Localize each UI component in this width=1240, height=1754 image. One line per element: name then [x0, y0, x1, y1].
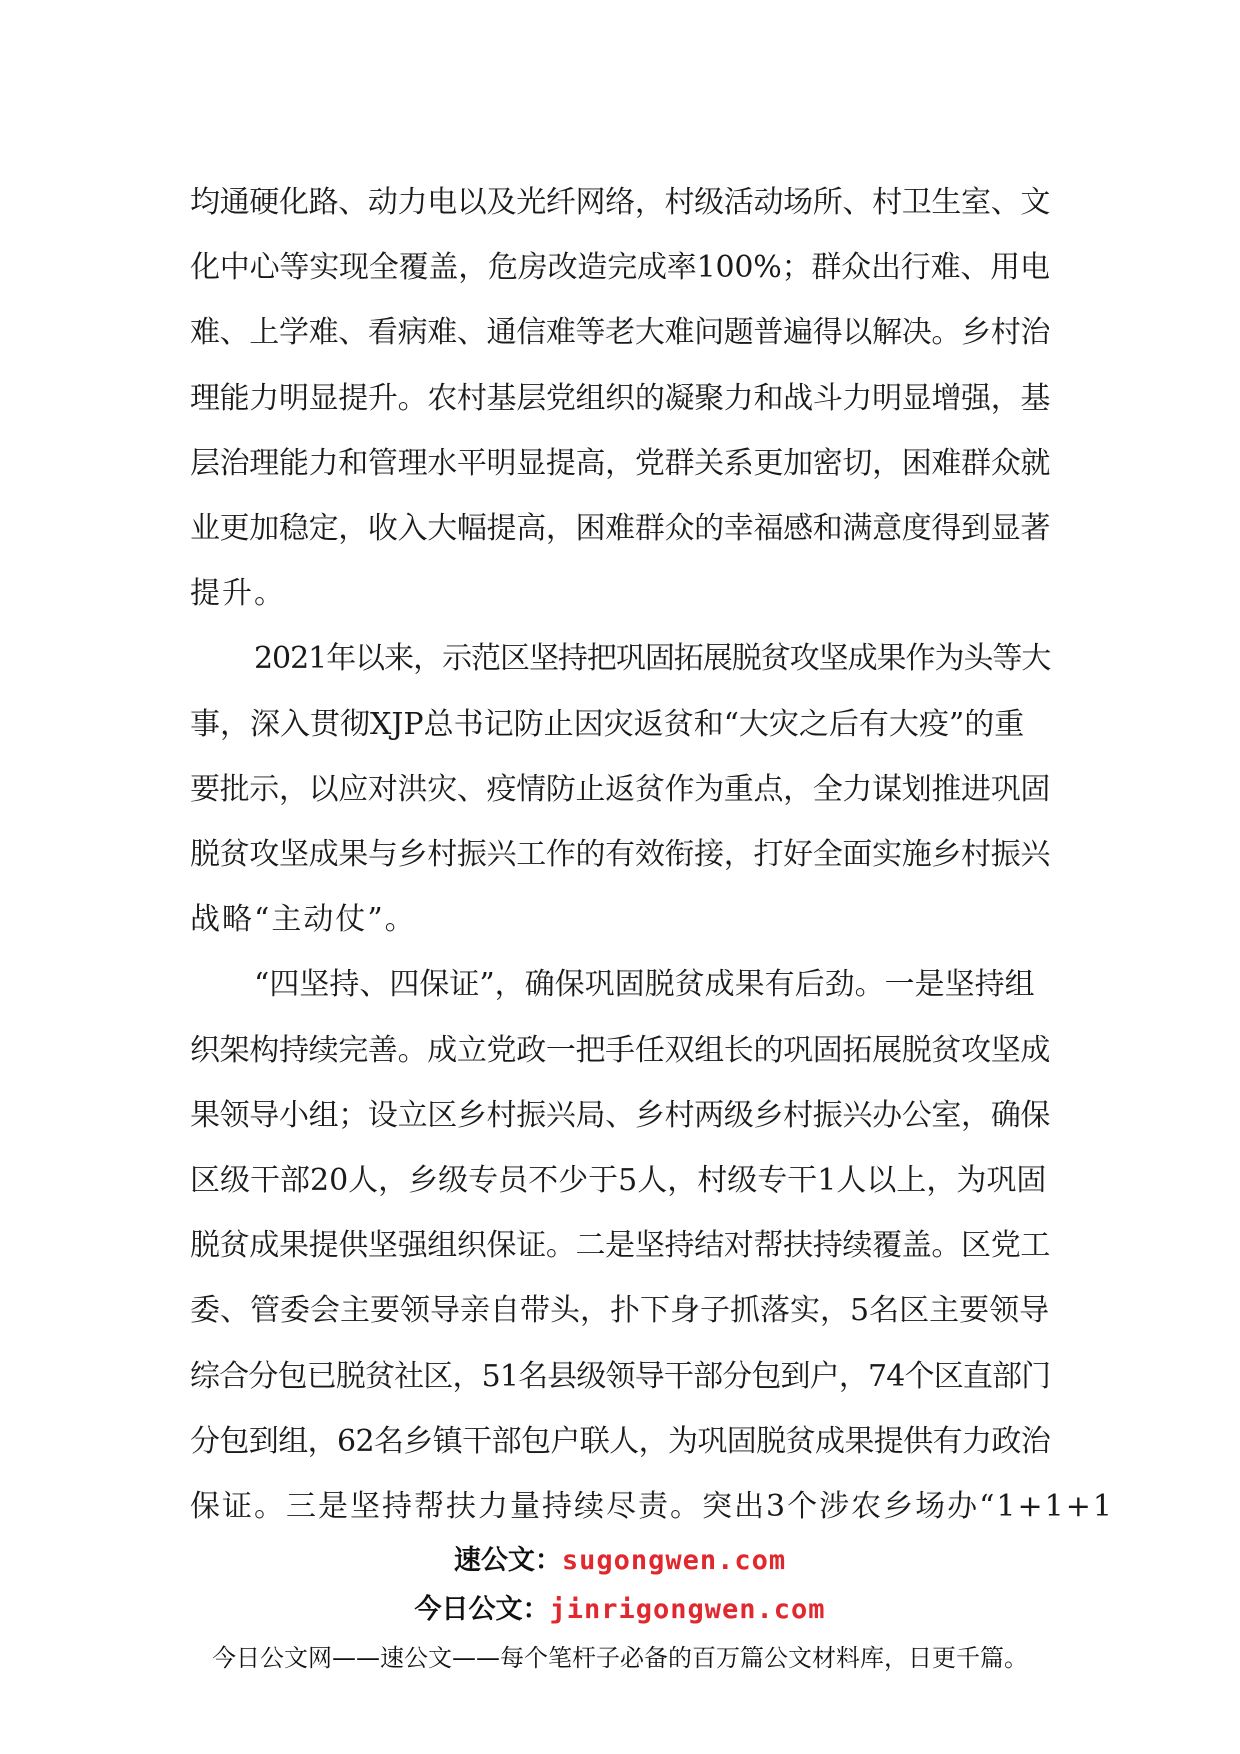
text-line: 果领导小组；设立区乡村振兴局、乡村两级乡村振兴办公室，确保 — [190, 1097, 1050, 1133]
paragraph-infrastructure-results — [190, 170, 1050, 626]
text-line: 脱贫攻坚成果与乡村振兴工作的有效衔接，打好全面实施乡村振兴 — [190, 837, 1050, 873]
footer-sugongwen-link[interactable]: sugongwen.com — [561, 1545, 787, 1576]
footer-tagline: 今日公文网——速公文——每个笔杆子必备的百万篇公文材料库，日更千篇。 — [212, 1644, 1028, 1672]
text-line: 分包到组，62名乡镇干部包户联人，为巩固脱贫成果提供有力政治 — [190, 1423, 1051, 1459]
text-line: 委、管委会主要领导亲自带头，扑下身子抓落实，5名区主要领导 — [190, 1293, 1050, 1329]
text-line: “四坚持、四保证”，确保巩固脱贫成果有后劲。一是坚持组 — [254, 967, 1035, 1003]
text-line: 化中心等实现全覆盖，危房改造完成率100%；群众出行难、用电 — [190, 250, 1050, 286]
text-line: 业更加稳定，收入大幅提高，困难群众的幸福感和满意度得到显著 — [190, 511, 1050, 547]
text-line: 综合分包已脱贫社区，51名县级领导干部分包到户，74个区直部门 — [190, 1358, 1051, 1394]
text-line: 织架构持续完善。成立党政一把手任双组长的巩固拓展脱贫攻坚成 — [190, 1032, 1050, 1068]
text-line: 难、上学难、看病难、通信难等老大难问题普遍得以解决。乡村治 — [190, 315, 1050, 351]
paragraph-since-2021 — [190, 626, 1050, 952]
text-line: 脱贫成果提供坚强组织保证。二是坚持结对帮扶持续覆盖。区党工 — [190, 1228, 1050, 1264]
text-line: 战略“主动仗”。 — [190, 902, 417, 938]
document-body — [190, 170, 1114, 1539]
footer-jinrigongwen — [0, 1587, 1240, 1626]
text-line: 2021年以来，示范区坚持把巩固拓展脱贫攻坚成果作为头等大 — [254, 641, 1051, 677]
text-line: 均通硬化路、动力电以及光纤网络，村级活动场所、村卫生室、文 — [190, 185, 1050, 220]
text-line: 要批示，以应对洪灾、疫情防止返贫作为重点，全力谋划推进巩固 — [190, 771, 1050, 807]
text-line: 层治理能力和管理水平明显提高，党群关系更加密切，困难群众就 — [190, 445, 1050, 481]
text-line: 区级干部20人，乡级专员不少于5人，村级专干1人以上，为巩固 — [190, 1163, 1047, 1199]
text-line: 保证。三是坚持帮扶力量持续尽责。突出3个涉农乡场办“1+1+1 — [190, 1489, 1114, 1525]
text-line: 提升。 — [190, 576, 286, 612]
footer-brand-label: 速公文： — [453, 1545, 562, 1576]
footer-brand-label: 今日公文： — [414, 1594, 550, 1625]
text-line: 事，深入贯彻XJP总书记防止因灾返贫和“大灾之后有大疫”的重 — [190, 706, 1025, 742]
footer-jinrigongwen-link[interactable]: jinrigongwen.com — [549, 1594, 826, 1625]
paragraph-four-persistences — [190, 952, 1114, 1539]
footer-sugongwen — [0, 1538, 1240, 1577]
text-line: 理能力明显提升。农村基层党组织的凝聚力和战斗力明显增强，基 — [190, 380, 1050, 416]
